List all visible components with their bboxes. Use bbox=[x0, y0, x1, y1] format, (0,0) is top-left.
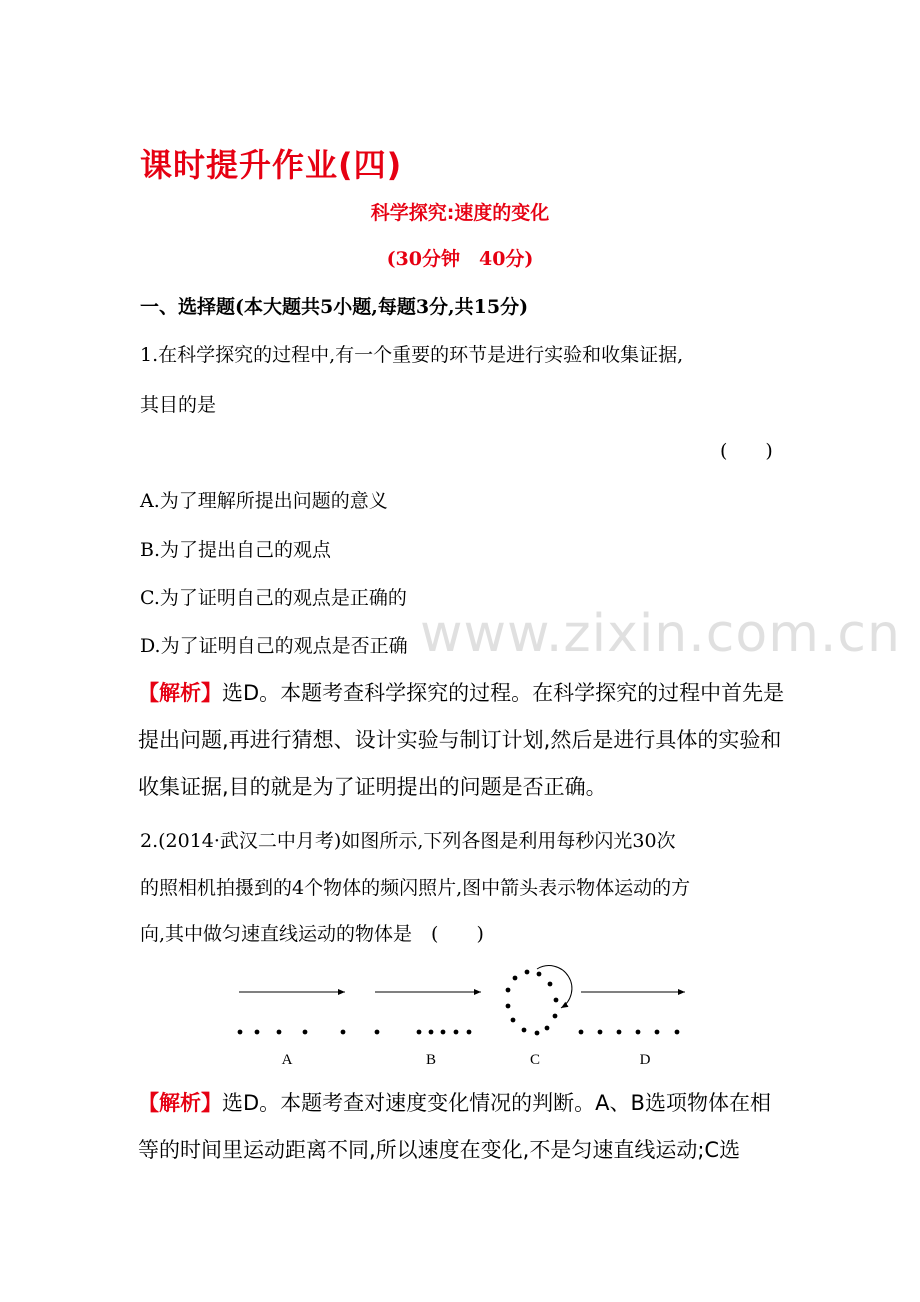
figure-d bbox=[579, 992, 685, 1065]
dots-c bbox=[506, 970, 559, 1036]
explanation-tag: 【解析】 bbox=[138, 681, 222, 705]
dots-b bbox=[375, 1030, 472, 1035]
explanation-1 bbox=[138, 670, 788, 811]
section-heading: 一、选择题(本大题共5小题,每题3分,共15分) bbox=[140, 296, 529, 318]
figure-c bbox=[506, 966, 572, 1065]
option-b: B.为了提出自己的观点 bbox=[140, 539, 332, 561]
label-d: D bbox=[639, 1052, 651, 1065]
explanation-tag: 【解析】 bbox=[138, 1091, 222, 1115]
explanation-text: 选D。本题考查科学探究的过程。在科学探究的过程中首先是提出问题,再进行猜想、设计实验与制订计划,然后是进行具体的实验和收集证据,目的就是为了证明提出的问题是否正确。 bbox=[138, 681, 785, 799]
question-1-line-2: 其目的是 bbox=[140, 394, 217, 416]
strobe-photo-figure bbox=[225, 960, 695, 1065]
label-b: B bbox=[425, 1052, 437, 1065]
dots-a bbox=[238, 1030, 346, 1035]
dots-d bbox=[579, 1030, 680, 1035]
label-c: C bbox=[529, 1052, 541, 1065]
figure-b bbox=[375, 992, 481, 1065]
option-d: D.为了证明自己的观点是否正确 bbox=[140, 635, 408, 657]
page-title: 课时提升作业(四) bbox=[140, 146, 403, 184]
question-2-line-1: 2.(2014·武汉二中月考)如图所示,下列各图是利用每秒闪光30次 bbox=[140, 830, 676, 852]
watermark: www.zixin.com.cn bbox=[420, 604, 901, 664]
time-limit: (30分钟 40分) bbox=[386, 248, 534, 270]
option-a: A.为了理解所提出问题的意义 bbox=[140, 490, 388, 512]
explanation-2 bbox=[138, 1080, 788, 1174]
question-2-line-3: 向,其中做匀速直线运动的物体是 ( ) bbox=[140, 923, 484, 945]
figure-a bbox=[238, 992, 346, 1065]
label-a: A bbox=[281, 1052, 293, 1065]
question-2-line-2: 的照相机拍摄到的4个物体的频闪照片,图中箭头表示物体运动的方 bbox=[140, 877, 691, 899]
page-subtitle: 科学探究:速度的变化 bbox=[370, 202, 550, 224]
answer-blank: ( ) bbox=[720, 440, 773, 462]
explanation-text: 选D。本题考查对速度变化情况的判断。A、B选项物体在相等的时间里运动距离不同,所以速度在变化,不是匀速直线运动;C选 bbox=[138, 1091, 771, 1162]
option-c: C.为了证明自己的观点是正确的 bbox=[140, 587, 407, 609]
question-1-line-1: 1.在科学探究的过程中,有一个重要的环节是进行实验和收集证据, bbox=[140, 344, 684, 366]
